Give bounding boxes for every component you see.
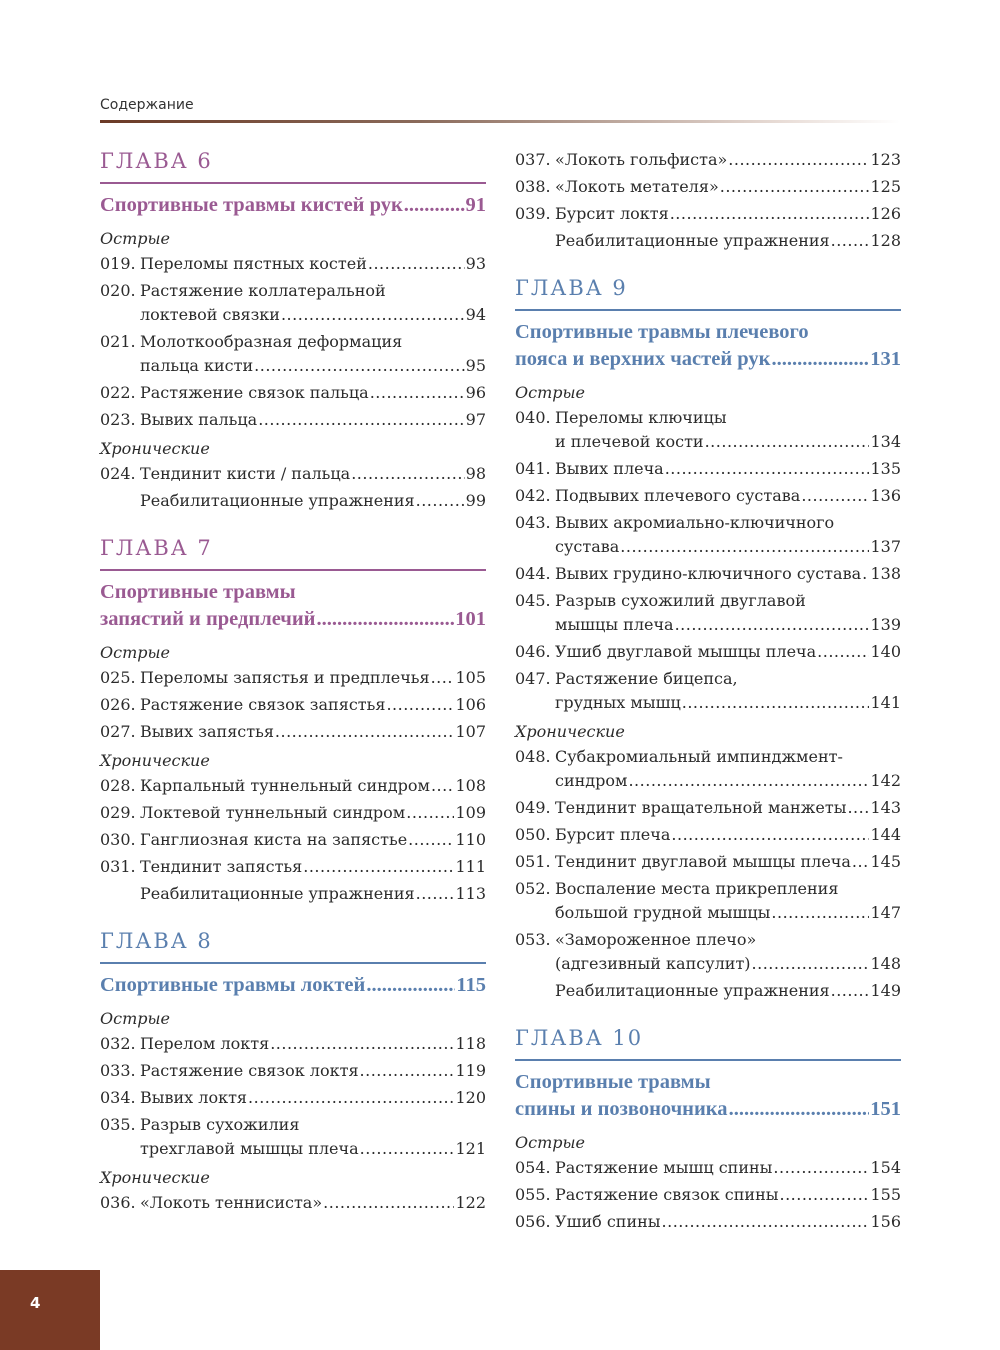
- chapter-8-continued: [515, 148, 901, 253]
- toc-column-left: [100, 148, 486, 1237]
- toc-entry[interactable]: 048. Субакромиальный импинджмент- синдром ..... 142: [515, 745, 901, 793]
- toc-entry[interactable]: 025. Переломы запястья и предплечья ..... 105: [100, 666, 486, 690]
- group-heading: Острые: [515, 1133, 585, 1152]
- toc-entry-rehab[interactable]: Реабилитационные упражнения ..... 149: [515, 979, 901, 1003]
- chapter-title[interactable]: Спортивные травмы кистей рук ..... 91: [100, 192, 486, 219]
- toc-entry[interactable]: 046. Ушиб двуглавой мышцы плеча ..... 140: [515, 640, 901, 664]
- chapter-label: ГЛАВА 6: [100, 149, 213, 173]
- chapter-10: [515, 1025, 901, 1234]
- toc-entry[interactable]: 031. Тендинит запястья ..... 111: [100, 855, 486, 879]
- toc-entry[interactable]: 041. Вывих плеча ..... 135: [515, 457, 901, 481]
- toc-entry[interactable]: 050. Бурсит плеча ..... 144: [515, 823, 901, 847]
- toc-entry[interactable]: 029. Локтевой туннельный синдром ..... 109: [100, 801, 486, 825]
- toc-entry[interactable]: 049. Тендинит вращательной манжеты ..... 143: [515, 796, 901, 820]
- group-heading: Острые: [100, 1009, 170, 1028]
- toc-entry[interactable]: 033. Растяжение связок локтя ..... 119: [100, 1059, 486, 1083]
- toc-entry[interactable]: 051. Тендинит двуглавой мышцы плеча ..... 145: [515, 850, 901, 874]
- toc-entry[interactable]: 032. Перелом локтя ..... 118: [100, 1032, 486, 1056]
- chapter-8: [100, 928, 486, 1215]
- chapter-rule: [100, 962, 486, 964]
- toc-entry[interactable]: 021. Молоткообразная деформация пальца кисти ..... 95: [100, 330, 486, 378]
- chapter-title[interactable]: Спортивные травмы спины и позвоночника ..... 151: [515, 1069, 901, 1123]
- group-heading: Хронические: [100, 439, 210, 458]
- toc-entry[interactable]: 034. Вывих локтя ..... 120: [100, 1086, 486, 1110]
- toc-entry[interactable]: 020. Растяжение коллатеральной локтевой связки ..... 94: [100, 279, 486, 327]
- group-heading: Острые: [100, 229, 170, 248]
- chapter-label: ГЛАВА 8: [100, 929, 213, 953]
- group-heading: Хронические: [100, 751, 210, 770]
- chapter-label: ГЛАВА 9: [515, 276, 628, 300]
- chapter-label: ГЛАВА 7: [100, 536, 213, 560]
- toc-entry[interactable]: 042. Подвывих плечевого сустава ..... 136: [515, 484, 901, 508]
- toc-column-right: [515, 148, 901, 1256]
- chapter-7: [100, 535, 486, 906]
- page-number-tab: [0, 1270, 100, 1350]
- chapter-title[interactable]: Спортивные травмы локтей ..... 115: [100, 972, 486, 999]
- toc-entry[interactable]: 022. Растяжение связок пальца ..... 96: [100, 381, 486, 405]
- toc-entry[interactable]: 056. Ушиб спины ..... 156: [515, 1210, 901, 1234]
- toc-entry[interactable]: 040. Переломы ключицы и плечевой кости ..... 134: [515, 406, 901, 454]
- group-heading: Хронические: [515, 722, 625, 741]
- toc-entry[interactable]: 055. Растяжение связок спины ..... 155: [515, 1183, 901, 1207]
- toc-entry[interactable]: 023. Вывих пальца ..... 97: [100, 408, 486, 432]
- toc-entry[interactable]: 052. Воспаление места прикрепления большой грудной мышцы ..... 147: [515, 877, 901, 925]
- toc-entry[interactable]: 054. Растяжение мышц спины ..... 154: [515, 1156, 901, 1180]
- chapter-rule: [515, 309, 901, 311]
- toc-entry[interactable]: 053. «Замороженное плечо» (адгезивный капсулит) ..... 148: [515, 928, 901, 976]
- toc-entry[interactable]: 039. Бурсит локтя ..... 126: [515, 202, 901, 226]
- toc-entry[interactable]: 036. «Локоть теннисиста» ..... 122: [100, 1191, 486, 1215]
- toc-entry[interactable]: 035. Разрыв сухожилия трехглавой мышцы плеча ..... 121: [100, 1113, 486, 1161]
- chapter-9: [515, 275, 901, 1003]
- chapter-rule: [515, 1059, 901, 1061]
- group-heading: Хронические: [100, 1168, 210, 1187]
- chapter-title[interactable]: Спортивные травмы плечевого пояса и верхних частей рук ..... 131: [515, 319, 901, 373]
- group-heading: Острые: [100, 643, 170, 662]
- toc-entry[interactable]: 045. Разрыв сухожилий двуглавой мышцы плеча ..... 139: [515, 589, 901, 637]
- chapter-rule: [100, 182, 486, 184]
- toc-entry[interactable]: 026. Растяжение связок запястья ..... 106: [100, 693, 486, 717]
- chapter-6: [100, 148, 486, 513]
- group-heading: Острые: [515, 383, 585, 402]
- header-rule: [100, 120, 900, 123]
- toc-entry[interactable]: 038. «Локоть метателя» ..... 125: [515, 175, 901, 199]
- toc-entry[interactable]: 027. Вывих запястья ..... 107: [100, 720, 486, 744]
- chapter-rule: [100, 569, 486, 571]
- toc-entry-rehab[interactable]: Реабилитационные упражнения ..... 99: [100, 489, 486, 513]
- toc-entry[interactable]: 028. Карпальный туннельный синдром ..... 108: [100, 774, 486, 798]
- toc-entry[interactable]: 047. Растяжение бицепса, грудных мышц ..... 141: [515, 667, 901, 715]
- toc-entry[interactable]: 037. «Локоть гольфиста» ..... 123: [515, 148, 901, 172]
- toc-entry-rehab[interactable]: Реабилитационные упражнения ..... 128: [515, 229, 901, 253]
- toc-entry-rehab[interactable]: Реабилитационные упражнения ..... 113: [100, 882, 486, 906]
- page-number: 4: [30, 1294, 41, 1312]
- chapter-label: ГЛАВА 10: [515, 1026, 644, 1050]
- toc-entry[interactable]: 030. Ганглиозная киста на запястье ..... 110: [100, 828, 486, 852]
- toc-entry[interactable]: 043. Вывих акромиально-ключичного сустава ..... 137: [515, 511, 901, 559]
- toc-entry[interactable]: 019. Переломы пястных костей ..... 93: [100, 252, 486, 276]
- toc-entry[interactable]: 024. Тендинит кисти / пальца ..... 98: [100, 462, 486, 486]
- running-head: Содержание: [100, 97, 194, 113]
- toc-entry[interactable]: 044. Вывих грудино-ключичного сустава ..... 138: [515, 562, 901, 586]
- chapter-title[interactable]: Спортивные травмы запястий и предплечий ..... 101: [100, 579, 486, 633]
